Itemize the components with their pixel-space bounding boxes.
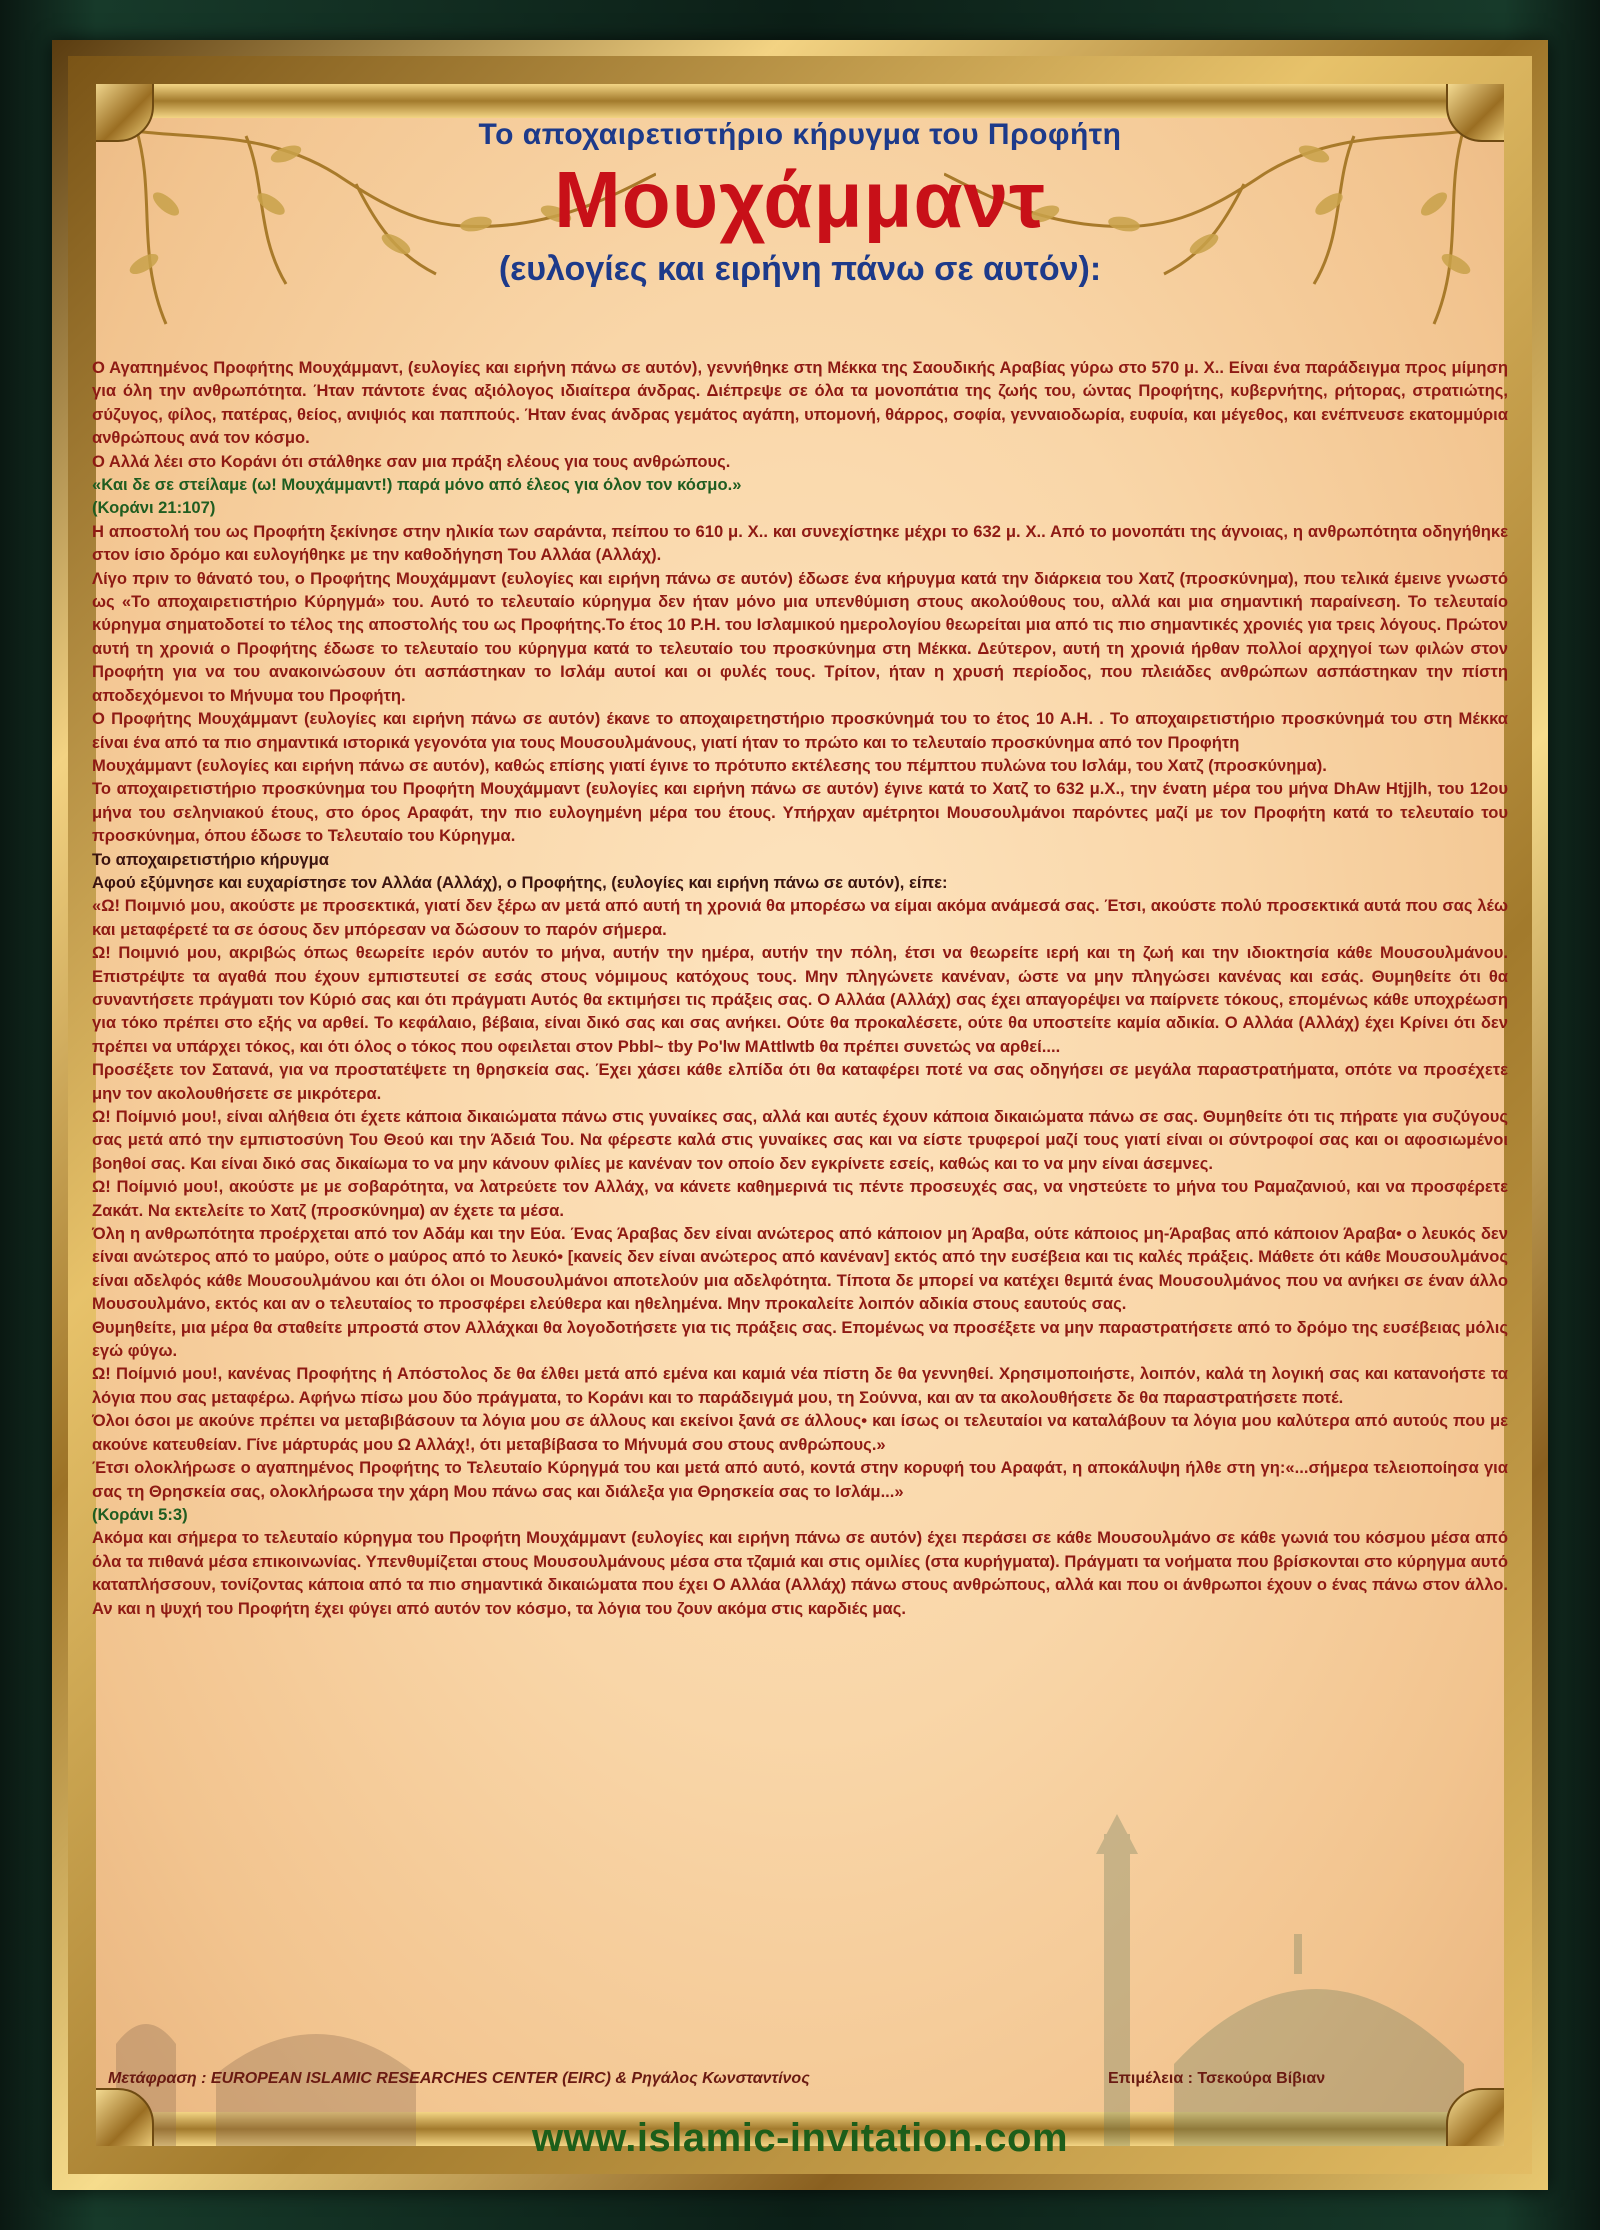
- paragraph-conclusion: Ακόμα και σήμερα το τελευταίο κύρηγμα του Προφήτη Μουχάμμαντ (ευλογίες και ειρήνη πάνω σε αυτόν) έχει περάσει σε κάθε Μουσουλμάνο σε κάθε γωνιά του κόσμου μέσα από όλα τα πιθανά μέσα επικοινωνίας. Υπενθυμίζεται στους Μουσουλμάνους μέσα στα τζαμιά και στις ομιλίες (στα κυρήγματα). Πράγματι τα νοήματα που βρίσκονται στο κύρηγμα αυτό καταπλήσσουν, τονίζοντας κάποια από τα πιο σημαντικά δικαιώματα που έχει Ο Αλλάα (Αλλάχ) πάνω στους ανθρώπους, αλλά και που οι άνθρωποι έχουν ο ένας πάνω στον άλλο. Αν και η ψυχή του Προφήτη έχει φύγει από αυτόν τον κόσμο, τα λόγια του ζουν ακόμα στις καρδιές μας.: [92, 1528, 1508, 1618]
- quran-reference: (Κοράνι 21:107): [92, 498, 216, 518]
- paragraph-sermon-2: Ω! Ποιμνιό μου, ακριβώς όπως θεωρείτε ιερόν αυτόν το μήνα, αυτήν την ημέρα, αυτήν την πόλη, έτσι να θεωρείτε ιερή και τη ζωή και την ιδιοκτησία κάθε Μουσουλμάνου. Επιστρέψτε τα αγαθά που έχουν εμπιστευτεί σε εσάς στους νόμιμους κατόχους τους. Μην πληγώνετε κανέναν, ώστε να μην πληγώσει κανένας και εσάς. Θυμηθείτε ότι θα συναντήσετε πράγματι τον Κύριό σας και ότι πράγματι Αυτός θα εκτιμήσει τις πράξεις σας. Ο Αλλάα (Αλλάχ) σας έχει απαγορέψει να παίρνετε τόκους, επομένως κάθε υποχρέωση για τόκο πρέπει στο εξής να αρθεί. Το κεφάλαιο, βέβαια, είναι δικό σας και σας ανήκει. Ούτε θα προκαλέσετε, ούτε θα υποστείτε καμία αδικία. Ο Αλλάα (Αλλάχ) έχει Κρίνει ότι δεν πρέπει να υπάρχει τόκος, και ότι όλος ο τόκος που οφειλεται στον Pbbl~ tby Po'lw MAttlwtb θα πρέπει συνετώς να αρθεί....: [92, 943, 1508, 1056]
- paragraph-farewell-context: Λίγο πριν το θάνατό του, ο Προφήτης Μουχάμμαντ (ευλογίες και ειρήνη πάνω σε αυτόν) έδωσε ένα κήρυγμα κατά την διάρκεια του Χατζ (προσκύνημα), που τελικά έμεινε γνωστό ως «Το αποχαιρετιστήριο Κύρηγμά» του. Αυτό το τελευταίο κύρηγμα δεν ήταν μόνο μια υπενθύμιση στους ακολούθους του, αλλά και μια σημαντική παραίνεση. Το τελευταίο κύρηγμα σηματοδοτεί το τέλος της αποστολής του ως Προφήτης.Το έτος 10 Ρ.Η. του Ισλαμικού ημερολογίου θεωρείται μια από τις πιο σημαντικές χρονιές για τρεις λόγους. Πρώτον αυτή τη χρονιά ο Προφήτης έδωσε το τελευταίο του κύρηγμα κατά το τελευταίο του προσκύνημα στη Μέκκα. Δεύτερον, αυτή τη χρονιά ήρθαν πολλοί αρχηγοί των φιλών στον Προφήτη για να του ανακοινώσουν ότι ασπάστηκαν το Ισλάμ αυτοί και οι φυλές τους. Τρίτον, ήταν η χρυσή περίοδος, που πλειάδες ανθρώπων ασπάστηκαν την πίστη αποδεχόμενοι το Μήνυμα του Προφήτη.: [92, 568, 1508, 705]
- paragraph-mission: Η αποστολή του ως Προφήτη ξεκίνησε στην ηλικία των σαράντα, πείπου το 610 μ. Χ.. και συνεχίστηκε μέχρι το 632 μ. Χ.. Από το μονοπάτι της άγνοιας, η ανθρωπότητα οδηγήθηκε στον ίσιο δρόμο και ευλογήθηκε με την καθοδήγηση Του Αλλάα (Αλλάχ).: [92, 521, 1508, 565]
- paragraph-revelation: Έτσι ολοκλήρωσε ο αγαπημένος Προφήτης το Τελευταίο Κύρηγμά του και μετά από αυτό, κοντά στην κορυφή του Αραφάτ, η αποκάλυψη ήλθε στη γη:«...σήμερα τελειοποίησα για σας τη Θρησκεία σας, ολοκλήρωσα την χάρη Μου πάνω σας και διάλεξα για Θρησκεία σας το Ισλάμ...»: [92, 1458, 1508, 1501]
- paragraph-intro: Ο Αγαπημένος Προφήτης Μουχάμμαντ, (ευλογίες και ειρήνη πάνω σε αυτόν), γεννήθηκε στη Μέκκα της Σαουδικής Αραβίας γύρω στο 570 μ. Χ.. Είναι ένα παράδειγμα προς μίμηση για όλη την ανθρωπότητα. Ήταν πάντοτε ένας αξιόλογος ιδιαίτερα άνδρας. Διέπρεψε σε όλα τα μονοπάτια της ζωής του, ώντας Προφήτης, κυβερνήτης, ρήτορας, στρατιώτης, σύζυγος, φίλος, πατέρας, θείος, ανιψιός και παππούς. Ήταν ένας άνδρας γεμάτος αγάπη, υπομονή, θάρρος, σοφία, γενναιοδωρία, ευφυία, και μέγεθος, και ενέπνευσε εκατομμύρια ανθρώπους ανά τον κόσμο.: [92, 358, 1508, 448]
- quran-reference-2: (Κοράνι 5:3): [92, 1504, 188, 1524]
- paragraph-pilgrimage: Ο Προφήτης Μουχάμμαντ (ευλογίες και ειρήνη πάνω σε αυτόν) έκανε το αποχαιρετηστήριο προσκύνημά του το έτος 10 Α.Η. . Το αποχαιρετιστήριο προσκύνημά του στη Μέκκα είναι ένα από τα πιο σημαντικά ιστορικά γεγονότα για τους Μουσουλμάνους, γιατί ήταν το πρώτο και το τελευταίο προσκύνημα από τον Προφήτη: [92, 709, 1508, 752]
- paragraph-sermon-7: Θυμηθείτε, μια μέρα θα σταθείτε μπροστά στον Αλλάχκαι θα λογοδοτήσετε για τις πράξεις σας. Επομένως να προσέξετε να μην παραστρατήσετε από το δρόμο της ευσέβειας μόλις εγώ φύγω.: [92, 1317, 1508, 1361]
- poster-blessing: (ευλογίες και ειρήνη πάνω σε αυτόν):: [498, 250, 1102, 288]
- sermon-heading: Το αποχαιρετιστήριο κήρυγμα: [92, 849, 329, 869]
- paragraph-sermon-3: Προσέξετε τον Σατανά, για να προστατέψετε τη θρησκεία σας. Έχει χάσει κάθε ελπίδα ότι θα καταφέρει ποτέ να σας οδηγήσει σε μεγάλα παραστρατήματα, οπότε να προσέχετε μην τον ακολουθήσετε σε μικρότερα.: [92, 1060, 1508, 1103]
- paragraph-quran-mention: Ο Αλλά λέει στο Κοράνι ότι στάλθηκε σαν μια πράξη ελέους για τους ανθρώπους.: [92, 451, 731, 471]
- mosque-silhouette-right-icon: [1044, 1814, 1504, 2146]
- paragraph-arafat: Το αποχαιρετιστήριο προσκύνημα του Προφήτη Μουχάμμαντ (ευλογίες και ειρήνη πάνω σε αυτόν) έγινε κατά το Χατζ το 632 μ.Χ., την ένατη μέρα του μήνα DhAw Htjjlh, του 12ου μήνα του σεληνιακού έτους, στο όρος Αραφάτ, την πιο ευλογημένη μέρα του έτους. Υπήρχαν αμέτρητοι Μουσουλμάνοι παρόντες μαζί με τον Προφήτη κατά το τελευταίο του προσκύνημα, όπου έδωσε το Τελευταίο του Κύρηγμα.: [92, 779, 1508, 846]
- paragraph-sermon-5: Ω! Ποίμνιό μου!, ακούστε με με σοβαρότητα, να λατρεύετε τον Αλλάχ, να κάνετε καθημερινά τις πέντε προσευχές σας, να νηστεύετε το μήνα του Ραμαζανιού, και να προσφέρετε Ζακάτ. Να εκτελείτε το Χατζ (προσκύνημα) αν έχετε τα μέσα.: [92, 1177, 1508, 1220]
- paragraph-opening: Αφού εξύμνησε και ευχαρίστησε τον Αλλάα (Αλλάχ), ο Προφήτης, (ευλογίες και ειρήνη πάνω σε αυτόν), είπε:: [92, 872, 948, 892]
- paragraph-sermon-6: Όλη η ανθρωπότητα προέρχεται από τον Αδάμ και την Εύα. Ένας Άραβας δεν είναι ανώτερος από κάποιον μη Άραβα, ούτε κάποιος μη-Άραβας από κάποιον Άραβα• ο λευκός δεν είναι ανώτερος από το μαύρο, ούτε ο μαύρος από το λευκό• [κανείς δεν είναι ανώτερος από κανέναν] εκτός από την ευσέβεια και τις καλές πράξεις. Μάθετε ότι κάθε Μουσουλμάνος είναι αδελφός κάθε Μουσουλμάνου και ότι όλοι οι Μουσουλμάνοι αποτελούν μια αδελφότητα. Τίποτα δε μπορεί να κατέχει θεμιτά ένας Μουσουλμάνος που να ανήκει σε έναν άλλο Μουσουλμάνο, εκτός και αν ο τελευταίος το προσφέρει ελεύθερα και ηθελημένα. Μην προκαλείτε λοιπόν αδικία στους εαυτούς σας.: [92, 1224, 1508, 1314]
- paragraph-sermon-4: Ω! Ποίμνιό μου!, είναι αλήθεια ότι έχετε κάποια δικαιώματα πάνω στις γυναίκες σας, αλλά και αυτές έχουν κάποια δικαιώματα πάνω σε σας. Θυμηθείτε ότι τις πήρατε για συζύγους σας μετά από την εμπιστοσύνη Του Θεού και την Άδειά Του. Να φέρεστε καλά στις γυναίκες σας και να είστε τρυφεροί μαζί τους γιατί είναι οι σύντροφοί σας και οι αφοσιωμένοι βοηθοί σας. Και είναι δικό σας δικαίωμα το να μην κάνουν φιλίες με κανέναν τον οποίο δεν εγκρίνετε εσείς, καθώς και το να μην είναι άσεμνες.: [92, 1107, 1508, 1173]
- paragraph-pilgrimage-cont: Μουχάμμαντ (ευλογίες και ειρήνη πάνω σε αυτόν), καθώς επίσης γιατί έγινε το πρότυπο εκτέλεσης του πέμπτου πυλώνα του Ισλάμ, του Χατζ (προσκύνημα).: [92, 755, 1327, 775]
- quran-quote: «Και δε σε στείλαμε (ω! Μουχάμμαντ!) παρά μόνο από έλεος για όλον τον κόσμο.»: [92, 475, 742, 495]
- paragraph-sermon-9: Όλοι όσοι με ακούνε πρέπει να μεταβιβάσουν τα λόγια μου σε άλλους και εκείνοι ξανά σε άλλους• και ίσως οι τελευταίοι να καταλάβουν τα λόγια μου καλύτερα από αυτούς που με ακούνε κατευθείαν. Γίνε μάρτυράς μου Ω Αλλάχ!, ότι μεταβίβασα το Μήνυμά σου στους ανθρώπους.»: [92, 1411, 1508, 1454]
- paragraph-sermon-8: Ω! Ποίμνιό μου!, κανένας Προφήτης ή Απόστολος δε θα έλθει μετά από εμένα και καμιά νέα πίστη δε θα γεννηθεί. Χρησιμοποιήστε, λοιπόν, καλά τη λογική σας και κατανοήστε τα λόγια που σας μεταφέρω. Αφήνω πίσω μου δύο πράγματα, το Κοράνι και το παράδειγμά μου, τη Σούννα, και αν τα ακολουθήσετε δε θα παραστρατήσετε ποτέ.: [92, 1364, 1508, 1407]
- poster-title: Μουχάμμαντ: [554, 155, 1046, 244]
- credit-translation: Μετάφραση : EUROPEAN ISLAMIC RESEARCHES CENTER (EIRC) & Ρηγάλος Κωνσταντίνος: [108, 2070, 810, 2087]
- website-link[interactable]: www.islamic-invitation.com: [531, 2116, 1069, 2160]
- poster-subtitle: Το αποχαιρετιστήριο κήρυγμα του Προφήτη: [478, 118, 1122, 151]
- paragraph-sermon-1: «Ω! Ποιμνιό μου, ακούστε με προσεκτικά, γιατί δεν ξέρω αν μετά από αυτή τη χρονιά θα μπορέσω να είμαι ακόμα ανάμεσά σας. Έτσι, ακούστε πολύ προσεκτικά αυτά που σας λέω και μεταφέρετέ τα σε όσους δεν μπόρεσαν να δώσουν το παρόν σήμερα.: [92, 896, 1508, 939]
- poster-header: [0, 118, 1600, 289]
- credit-editing: Επιμέλεια : Τσεκούρα Βίβιαν: [1108, 2070, 1326, 2087]
- sermon-text: [92, 356, 1508, 1620]
